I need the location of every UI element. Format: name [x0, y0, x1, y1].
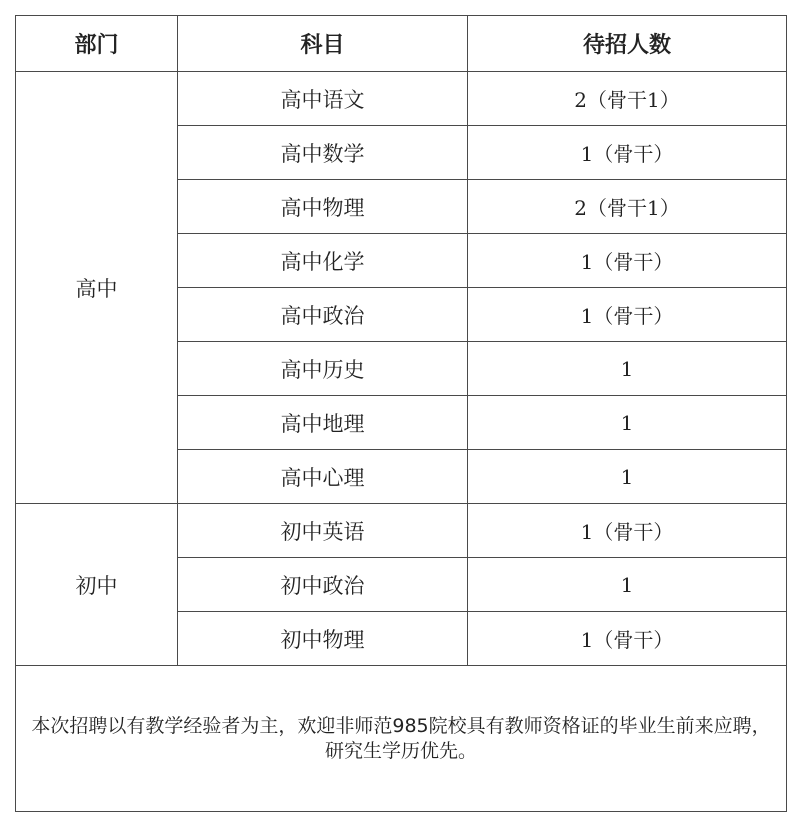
- subject-cell: 高中政治: [178, 288, 468, 342]
- count-cell: 1（骨干）: [468, 504, 787, 558]
- dept-cell: 初中: [16, 504, 178, 666]
- subject-cell: 高中历史: [178, 342, 468, 396]
- count-cell: 1（骨干）: [468, 126, 787, 180]
- count-cell: 2（骨干1）: [468, 72, 787, 126]
- count-cell: 1（骨干）: [468, 288, 787, 342]
- count-cell: 1（骨干）: [468, 612, 787, 666]
- table-row: [16, 72, 787, 126]
- recruitment-note: 本次招聘以有教学经验者为主，欢迎非师范985院校具有教师资格证的毕业生前来应聘，研究生学历优先。: [16, 666, 787, 812]
- subject-cell: 高中数学: [178, 126, 468, 180]
- header-count: 待招人数: [468, 16, 787, 72]
- subject-cell: 初中政治: [178, 558, 468, 612]
- count-cell: 2（骨干1）: [468, 180, 787, 234]
- subject-cell: 高中物理: [178, 180, 468, 234]
- recruitment-table-sheet: [15, 15, 786, 812]
- dept-cell: 高中: [16, 72, 178, 504]
- header-dept: 部门: [16, 16, 178, 72]
- subject-cell: 高中化学: [178, 234, 468, 288]
- header-subject: 科目: [178, 16, 468, 72]
- note-row: [16, 666, 787, 812]
- count-cell: 1: [468, 558, 787, 612]
- recruitment-table: [15, 15, 787, 812]
- subject-cell: 高中语文: [178, 72, 468, 126]
- count-cell: 1: [468, 342, 787, 396]
- table-body: [16, 72, 787, 666]
- subject-cell: 初中英语: [178, 504, 468, 558]
- count-cell: 1: [468, 396, 787, 450]
- count-cell: 1（骨干）: [468, 234, 787, 288]
- count-cell: 1: [468, 450, 787, 504]
- subject-cell: 高中心理: [178, 450, 468, 504]
- table-row: [16, 504, 787, 558]
- subject-cell: 高中地理: [178, 396, 468, 450]
- header-row: [16, 16, 787, 72]
- subject-cell: 初中物理: [178, 612, 468, 666]
